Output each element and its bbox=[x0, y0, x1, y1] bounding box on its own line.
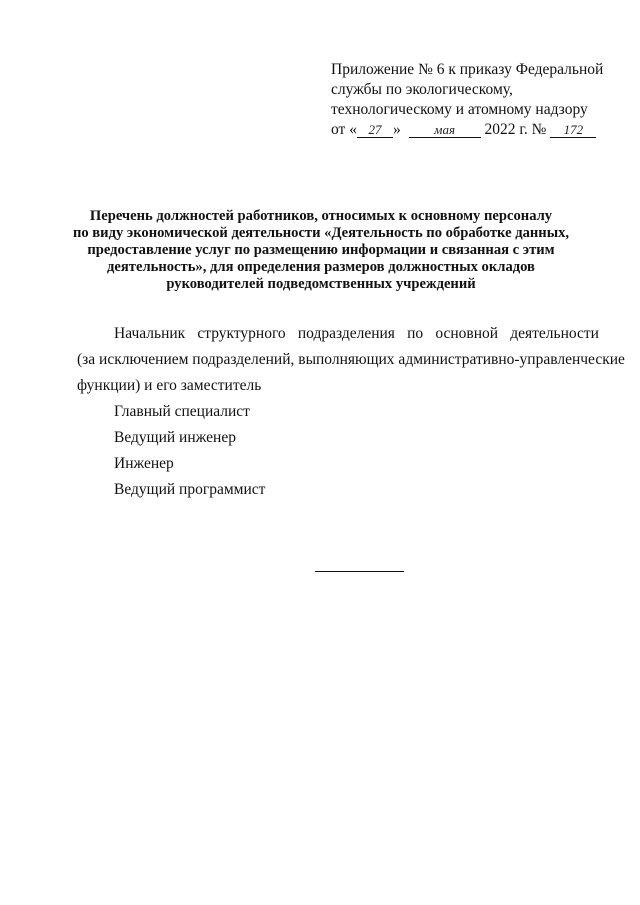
position-item: Ведущий программист bbox=[114, 481, 266, 498]
appendix-date-line bbox=[331, 120, 621, 140]
date-mid: » bbox=[392, 121, 401, 138]
position-item: Ведущий инженер bbox=[114, 429, 236, 446]
closing-rule-divider bbox=[315, 571, 404, 572]
date-year: 2022 г. № bbox=[484, 121, 547, 138]
appendix-header bbox=[331, 60, 621, 140]
position-line-2: (за исключением подразделений, выполняющих административно-управленческие bbox=[77, 351, 625, 368]
title-line-3: предоставление услуг по размещению информации и связанная с этим bbox=[87, 242, 555, 258]
appendix-line-3: технологическому и атомному надзору bbox=[331, 101, 588, 118]
position-head-of-division bbox=[77, 321, 625, 399]
handwritten-month: мая bbox=[409, 122, 481, 138]
positions-list bbox=[77, 321, 625, 503]
word: деятельности bbox=[510, 325, 599, 342]
title-line-4: деятельность», для определения размеров должностных окладов bbox=[107, 259, 535, 275]
position-item: Главный специалист bbox=[114, 403, 250, 420]
document-title bbox=[66, 208, 576, 293]
word: Начальник bbox=[114, 325, 186, 342]
word: структурного bbox=[197, 325, 286, 342]
word: подразделения bbox=[297, 325, 395, 342]
title-line-2: по виду экономической деятельности «Деятельность по обработке данных, bbox=[72, 225, 570, 241]
date-prefix: от « bbox=[331, 121, 357, 138]
title-line-1: Перечень должностей работников, относимых к основному персоналу bbox=[89, 208, 553, 224]
position-line-1 bbox=[77, 321, 599, 347]
title-line-5: руководителей подведомственных учреждений bbox=[166, 276, 476, 292]
word: основной bbox=[435, 325, 499, 342]
handwritten-day: 27 bbox=[357, 122, 393, 138]
position-item: Инженер bbox=[114, 455, 174, 472]
appendix-line-1: Приложение № 6 к приказу Федеральной bbox=[331, 61, 604, 78]
word: по bbox=[407, 325, 424, 342]
position-line-3: функции) и его заместитель bbox=[77, 377, 262, 394]
appendix-line-2: службы по экологическому, bbox=[331, 81, 513, 98]
handwritten-order-number: 172 bbox=[550, 122, 596, 138]
